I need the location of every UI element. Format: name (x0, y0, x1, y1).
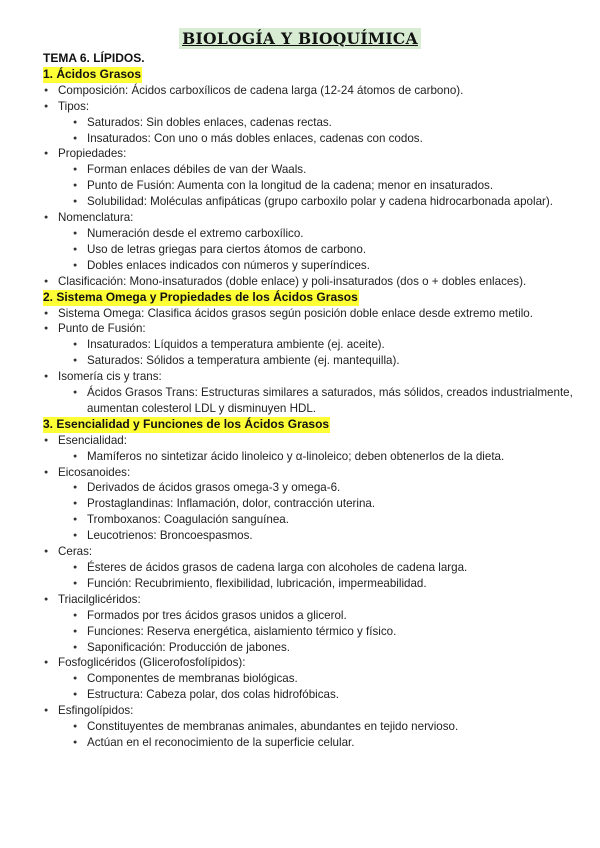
sub-list-item: ● Forman enlaces débiles de van der Waals. (43, 162, 573, 178)
bullet-list (43, 433, 573, 751)
sub-list-item: ● Numeración desde el extremo carboxílico. (43, 226, 573, 242)
sub-list-item: ● Insaturados: Con uno o más dobles enlaces, cadenas con codos. (43, 131, 573, 147)
section-heading: 1. Ácidos Grasos (43, 66, 142, 81)
sub-list-item: ● Constituyentes de membranas animales, abundantes en tejido nervioso. (43, 719, 573, 735)
sub-list-item: ● Mamíferos no sintetizar ácido linoleico y α-linoleico; deben obtenerlos de la dieta. (43, 449, 573, 465)
sections-container (43, 67, 573, 751)
section-heading: 2. Sistema Omega y Propiedades de los Ácidos Grasos (43, 289, 358, 304)
sub-list-item: ● Ácidos Grasos Trans: Estructuras similares a saturados, más sólidos, creados industrialmente, aumentan colesterol LDL y disminuyen HDL. (43, 385, 573, 417)
sub-list-item: ● Saponificación: Producción de jabones. (43, 640, 573, 656)
sub-list-item: ● Formados por tres ácidos grasos unidos a glicerol. (43, 608, 573, 624)
list-item: ● Tipos: (43, 99, 573, 115)
list-item: ● Sistema Omega: Clasifica ácidos grasos según posición doble enlace desde extremo metilo. (43, 306, 573, 322)
list-item: ● Fosfoglicéridos (Glicerofosfolípidos): (43, 655, 573, 671)
sub-list-item: ● Prostaglandinas: Inflamación, dolor, contracción uterina. (43, 496, 573, 512)
sub-list-item: ● Punto de Fusión: Aumenta con la longitud de la cadena; menor en insaturados. (43, 178, 573, 194)
list-item: ● Clasificación: Mono-insaturados (doble enlace) y poli-insaturados (dos o + dobles enlaces). (43, 274, 573, 290)
sub-list-item: ● Tromboxanos: Coagulación sanguínea. (43, 512, 573, 528)
sub-list-item: ● Leucotrienos: Broncoespasmos. (43, 528, 573, 544)
topic-heading: TEMA 6. LÍPIDOS. (43, 51, 145, 65)
sub-list-item: ● Funciones: Reserva energética, aislamiento térmico y físico. (43, 624, 573, 640)
list-item: ● Isomería cis y trans: (43, 369, 573, 385)
title-wrap (0, 28, 600, 49)
sub-list-item: ● Saturados: Sólidos a temperatura ambiente (ej. mantequilla). (43, 353, 573, 369)
list-item: ● Triacilglicéridos: (43, 592, 573, 608)
document-title: BIOLOGÍA Y BIOQUÍMICA (179, 28, 421, 49)
sub-list-item: ● Solubilidad: Moléculas anfipáticas (grupo carboxilo polar y cadena hidrocarbonada apolar). (43, 194, 573, 210)
sub-list-item: ● Función: Recubrimiento, flexibilidad, lubricación, impermeabilidad. (43, 576, 573, 592)
sub-list-item: ● Derivados de ácidos grasos omega-3 y omega-6. (43, 480, 573, 496)
sub-list-item: ● Uso de letras griegas para ciertos átomos de carbono. (43, 242, 573, 258)
sub-list-item: ● Estructura: Cabeza polar, dos colas hidrofóbicas. (43, 687, 573, 703)
section-heading: 3. Esencialidad y Funciones de los Ácidos Grasos (43, 416, 330, 431)
sub-list-item: ● Saturados: Sin dobles enlaces, cadenas rectas. (43, 115, 573, 131)
list-item: ● Punto de Fusión: (43, 321, 573, 337)
sub-list-item: ● Insaturados: Líquidos a temperatura ambiente (ej. aceite). (43, 337, 573, 353)
list-item: ● Eicosanoides: (43, 465, 573, 481)
list-item: ● Nomenclatura: (43, 210, 573, 226)
bullet-list (43, 306, 573, 417)
sub-list-item: ● Ésteres de ácidos grasos de cadena larga con alcoholes de cadena larga. (43, 560, 573, 576)
document-body (43, 51, 573, 751)
section-3 (43, 417, 573, 751)
list-item: ● Propiedades: (43, 146, 573, 162)
bullet-list (43, 83, 573, 290)
list-item: ● Ceras: (43, 544, 573, 560)
sub-list-item: ● Componentes de membranas biológicas. (43, 671, 573, 687)
list-item: ● Composición: Ácidos carboxílicos de cadena larga (12-24 átomos de carbono). (43, 83, 573, 99)
section-1 (43, 67, 573, 290)
list-item: ● Esencialidad: (43, 433, 573, 449)
sub-list-item: ● Dobles enlaces indicados con números y superíndices. (43, 258, 573, 274)
list-item: ● Esfingolípidos: (43, 703, 573, 719)
section-2 (43, 290, 573, 417)
sub-list-item: ● Actúan en el reconocimiento de la superficie celular. (43, 735, 573, 751)
